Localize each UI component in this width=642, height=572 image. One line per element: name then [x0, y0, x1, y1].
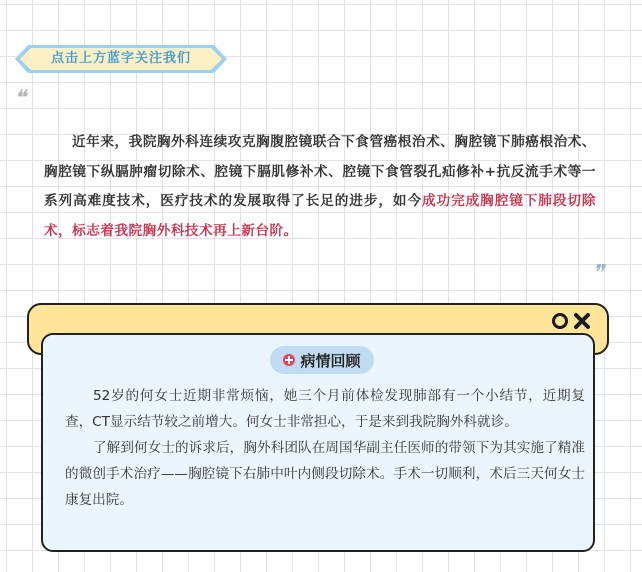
circle-icon	[552, 313, 568, 329]
intro-paragraph	[44, 128, 596, 246]
case-body	[65, 383, 585, 513]
case-title: 病情回顾	[300, 351, 361, 370]
medical-cross-icon	[283, 354, 295, 366]
intro-text: 近年来，我院胸外科连续攻克胸腹腔镜联合下食管癌根治术、胸腔镜下肺癌根治术、胸腔镜下纵膈肿瘤切除术、腔镜下膈肌修补术、腔镜下食管裂孔疝修补+抗反流手术等一系列高难度技术，医疗技术的发展取得了长足的进步，如今	[44, 134, 596, 209]
follow-banner[interactable]	[15, 45, 227, 73]
intro-highlight: 成功完成胸腔镜下肺段切除术，标志着我院胸外科技术再上新台阶。	[44, 193, 597, 239]
case-title-badge	[270, 346, 374, 374]
open-quote-icon: ❝	[14, 86, 22, 111]
follow-banner-text: 点击上方蓝字关注我们	[50, 51, 191, 66]
window-controls	[552, 312, 591, 330]
case-paragraph: 52岁的何女士近期非常烦恼，她三个月前体检发现肺部有一个小结节，近期复查，CT显示结节较之前增大。何女士非常担心，于是来到我院胸外科就诊。	[65, 388, 585, 430]
case-paragraph: 了解到何女士的诉求后，胸外科团队在周国华副主任医师的带领下为其实施了精准的微创手术治疗——胸腔镜下右肺中叶内侧段切除术。手术一切顺利，术后三天何女士康复出院。	[65, 440, 585, 508]
case-review-card	[41, 333, 595, 552]
close-quote-icon: ❞	[592, 261, 600, 286]
close-icon	[573, 312, 591, 330]
